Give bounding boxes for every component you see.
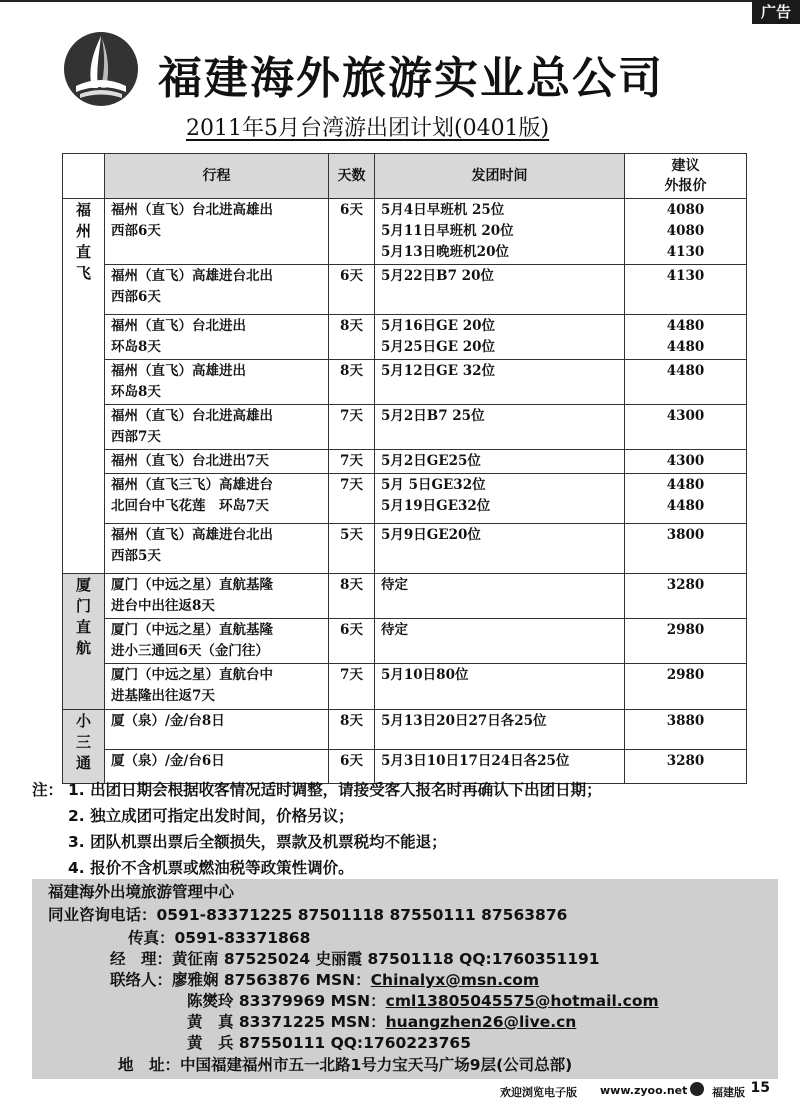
address-line: 地 址：中国福建福州市五一北路1号力宝天马广场9层(公司总部) <box>118 1056 573 1074</box>
route-cell: 福州（直飞）台北进高雄出 西部6天 <box>105 199 329 265</box>
contact-person-line: 黄 真 83371225 MSN：huangzhen26@live.cn <box>187 1013 577 1031</box>
days-cell: 7天 <box>329 474 375 524</box>
route-cell: 福州（直飞）高雄进出 环岛8天 <box>105 360 329 405</box>
departure-cell: 5月2日B7 25位 <box>375 405 625 450</box>
departure-cell: 5月12日GE 32位 <box>375 360 625 405</box>
days-cell: 5天 <box>329 524 375 574</box>
footer-logo-icon <box>690 1082 704 1096</box>
route-cell: 福州（直飞）高雄进台北出 西部5天 <box>105 524 329 574</box>
price-cell: 4130 <box>625 265 747 315</box>
days-cell: 7天 <box>329 450 375 474</box>
price-cell: 4480 4480 <box>625 315 747 360</box>
fax-line: 传真：0591-83371868 <box>128 929 311 947</box>
header-days: 天数 <box>329 154 375 199</box>
table-body <box>63 199 747 784</box>
table-row <box>63 450 747 474</box>
price-cell: 4480 <box>625 360 747 405</box>
route-cell: 福州（直飞）台北进出7天 <box>105 450 329 474</box>
table-row <box>63 474 747 524</box>
region-label: 福 州 直 飞 <box>63 199 105 574</box>
departure-cell: 待定 <box>375 574 625 619</box>
price-cell: 4300 <box>625 450 747 474</box>
departure-cell: 5月 5日GE32位 5月19日GE32位 <box>375 474 625 524</box>
note-item: 3. 团队机票出票后全额损失，票款及机票税均不能退； <box>68 833 447 851</box>
header-departure: 发团时间 <box>375 154 625 199</box>
plan-title: 2011年5月台湾游出团计划(0401版) <box>186 116 550 141</box>
footer-browse: 欢迎浏览电子版 <box>500 1086 577 1099</box>
contact-person-line: 联络人：廖雅娴 87563876 MSN：Chinalyx@msn.com <box>110 971 540 989</box>
days-cell: 8天 <box>329 574 375 619</box>
region-label: 厦 门 直 航 <box>63 574 105 710</box>
note-item: 4. 报价不含机票或燃油税等政策性调价。 <box>68 859 354 877</box>
departure-cell: 5月2日GE25位 <box>375 450 625 474</box>
route-cell: 福州（直飞三飞）高雄进台 北回台中飞花莲 环岛7天 <box>105 474 329 524</box>
days-cell: 8天 <box>329 360 375 405</box>
region-label: 小 三 通 <box>63 710 105 784</box>
departure-cell: 5月9日GE20位 <box>375 524 625 574</box>
price-cell: 3880 <box>625 710 747 750</box>
departure-cell: 5月10日80位 <box>375 664 625 710</box>
table-row <box>63 315 747 360</box>
route-cell: 厦门（中远之星）直航台中 进基隆出往返7天 <box>105 664 329 710</box>
msn-link[interactable]: huangzhen26@live.cn <box>385 1013 577 1031</box>
manager-line: 经 理：黄征南 87525024 史丽霞 87501118 QQ:1760351191 <box>110 950 600 968</box>
notes-section <box>32 777 602 881</box>
center-name: 福建海外出境旅游管理中心 <box>48 883 235 901</box>
price-cell: 4080 4080 4130 <box>625 199 747 265</box>
days-cell: 8天 <box>329 315 375 360</box>
footer-edition: 福建版 <box>712 1086 745 1099</box>
price-cell: 3280 <box>625 750 747 784</box>
page-footer <box>0 1080 800 1100</box>
contact-person-line: 黄 兵 87550111 QQ:1760223765 <box>187 1034 471 1052</box>
price-cell: 3800 <box>625 524 747 574</box>
top-rule <box>0 0 800 2</box>
note-item: 2. 独立成团可指定出发时间，价格另议； <box>68 807 354 825</box>
departure-cell: 5月3日10日17日24日各25位 <box>375 750 625 784</box>
table-row <box>63 524 747 574</box>
table-row <box>63 199 747 265</box>
price-cell: 2980 <box>625 619 747 664</box>
days-cell: 6天 <box>329 199 375 265</box>
header-price-line1: 建议 <box>671 158 700 174</box>
route-cell: 厦（泉）/金/台8日 <box>105 710 329 750</box>
route-cell: 福州（直飞）台北进高雄出 西部7天 <box>105 405 329 450</box>
table-header-row <box>63 154 747 199</box>
table-row <box>63 710 747 750</box>
table-row <box>63 574 747 619</box>
notes-label: 注： <box>32 781 64 799</box>
header-price <box>625 154 747 199</box>
msn-link[interactable]: cml13805045575@hotmail.com <box>385 992 659 1010</box>
departure-cell: 5月13日20日27日各25位 <box>375 710 625 750</box>
tour-schedule-table <box>62 153 747 784</box>
days-cell: 7天 <box>329 664 375 710</box>
table-row <box>63 405 747 450</box>
departure-cell: 5月16日GE 20位 5月25日GE 20位 <box>375 315 625 360</box>
page-number: 15 <box>750 1080 770 1096</box>
departure-cell: 待定 <box>375 619 625 664</box>
contact-person-line: 陈爕玲 83379969 MSN：cml13805045575@hotmail.com <box>187 992 659 1010</box>
days-cell: 7天 <box>329 405 375 450</box>
header-price-line2: 外报价 <box>664 178 707 194</box>
table-row <box>63 619 747 664</box>
price-cell: 3280 <box>625 574 747 619</box>
phone-line: 同业咨询电话：0591-83371225 87501118 87550111 87563876 <box>48 906 568 924</box>
note-item: 注： 1. 出团日期会根据收客情况适时调整，请接受客人报名时再确认下出团日期； <box>32 777 602 803</box>
table-row <box>63 664 747 710</box>
days-cell: 6天 <box>329 265 375 315</box>
route-cell: 福州（直飞）高雄进台北出 西部6天 <box>105 265 329 315</box>
days-cell: 6天 <box>329 750 375 784</box>
table-row <box>63 265 747 315</box>
company-logo-icon <box>62 30 140 108</box>
route-cell: 厦（泉）/金/台6日 <box>105 750 329 784</box>
days-cell: 6天 <box>329 619 375 664</box>
price-cell: 4480 4480 <box>625 474 747 524</box>
price-cell: 2980 <box>625 664 747 710</box>
departure-cell: 5月4日早班机 25位 5月11日早班机 20位 5月13日晚班机20位 <box>375 199 625 265</box>
route-cell: 福州（直飞）台北进出 环岛8天 <box>105 315 329 360</box>
price-cell: 4300 <box>625 405 747 450</box>
footer-site[interactable]: www.zyoo.net <box>600 1084 688 1097</box>
table-row <box>63 360 747 405</box>
ad-label: 广告 <box>752 0 800 24</box>
days-cell: 8天 <box>329 710 375 750</box>
company-name: 福建海外旅游实业总公司 <box>158 53 664 104</box>
msn-link[interactable]: Chinalyx@msn.com <box>370 971 540 989</box>
departure-cell: 5月22日B7 20位 <box>375 265 625 315</box>
header-route: 行程 <box>105 154 329 199</box>
route-cell: 厦门（中远之星）直航基隆 进台中出往返8天 <box>105 574 329 619</box>
contact-section <box>32 879 778 1079</box>
route-cell: 厦门（中远之星）直航基隆 进小三通回6天（金门往） <box>105 619 329 664</box>
